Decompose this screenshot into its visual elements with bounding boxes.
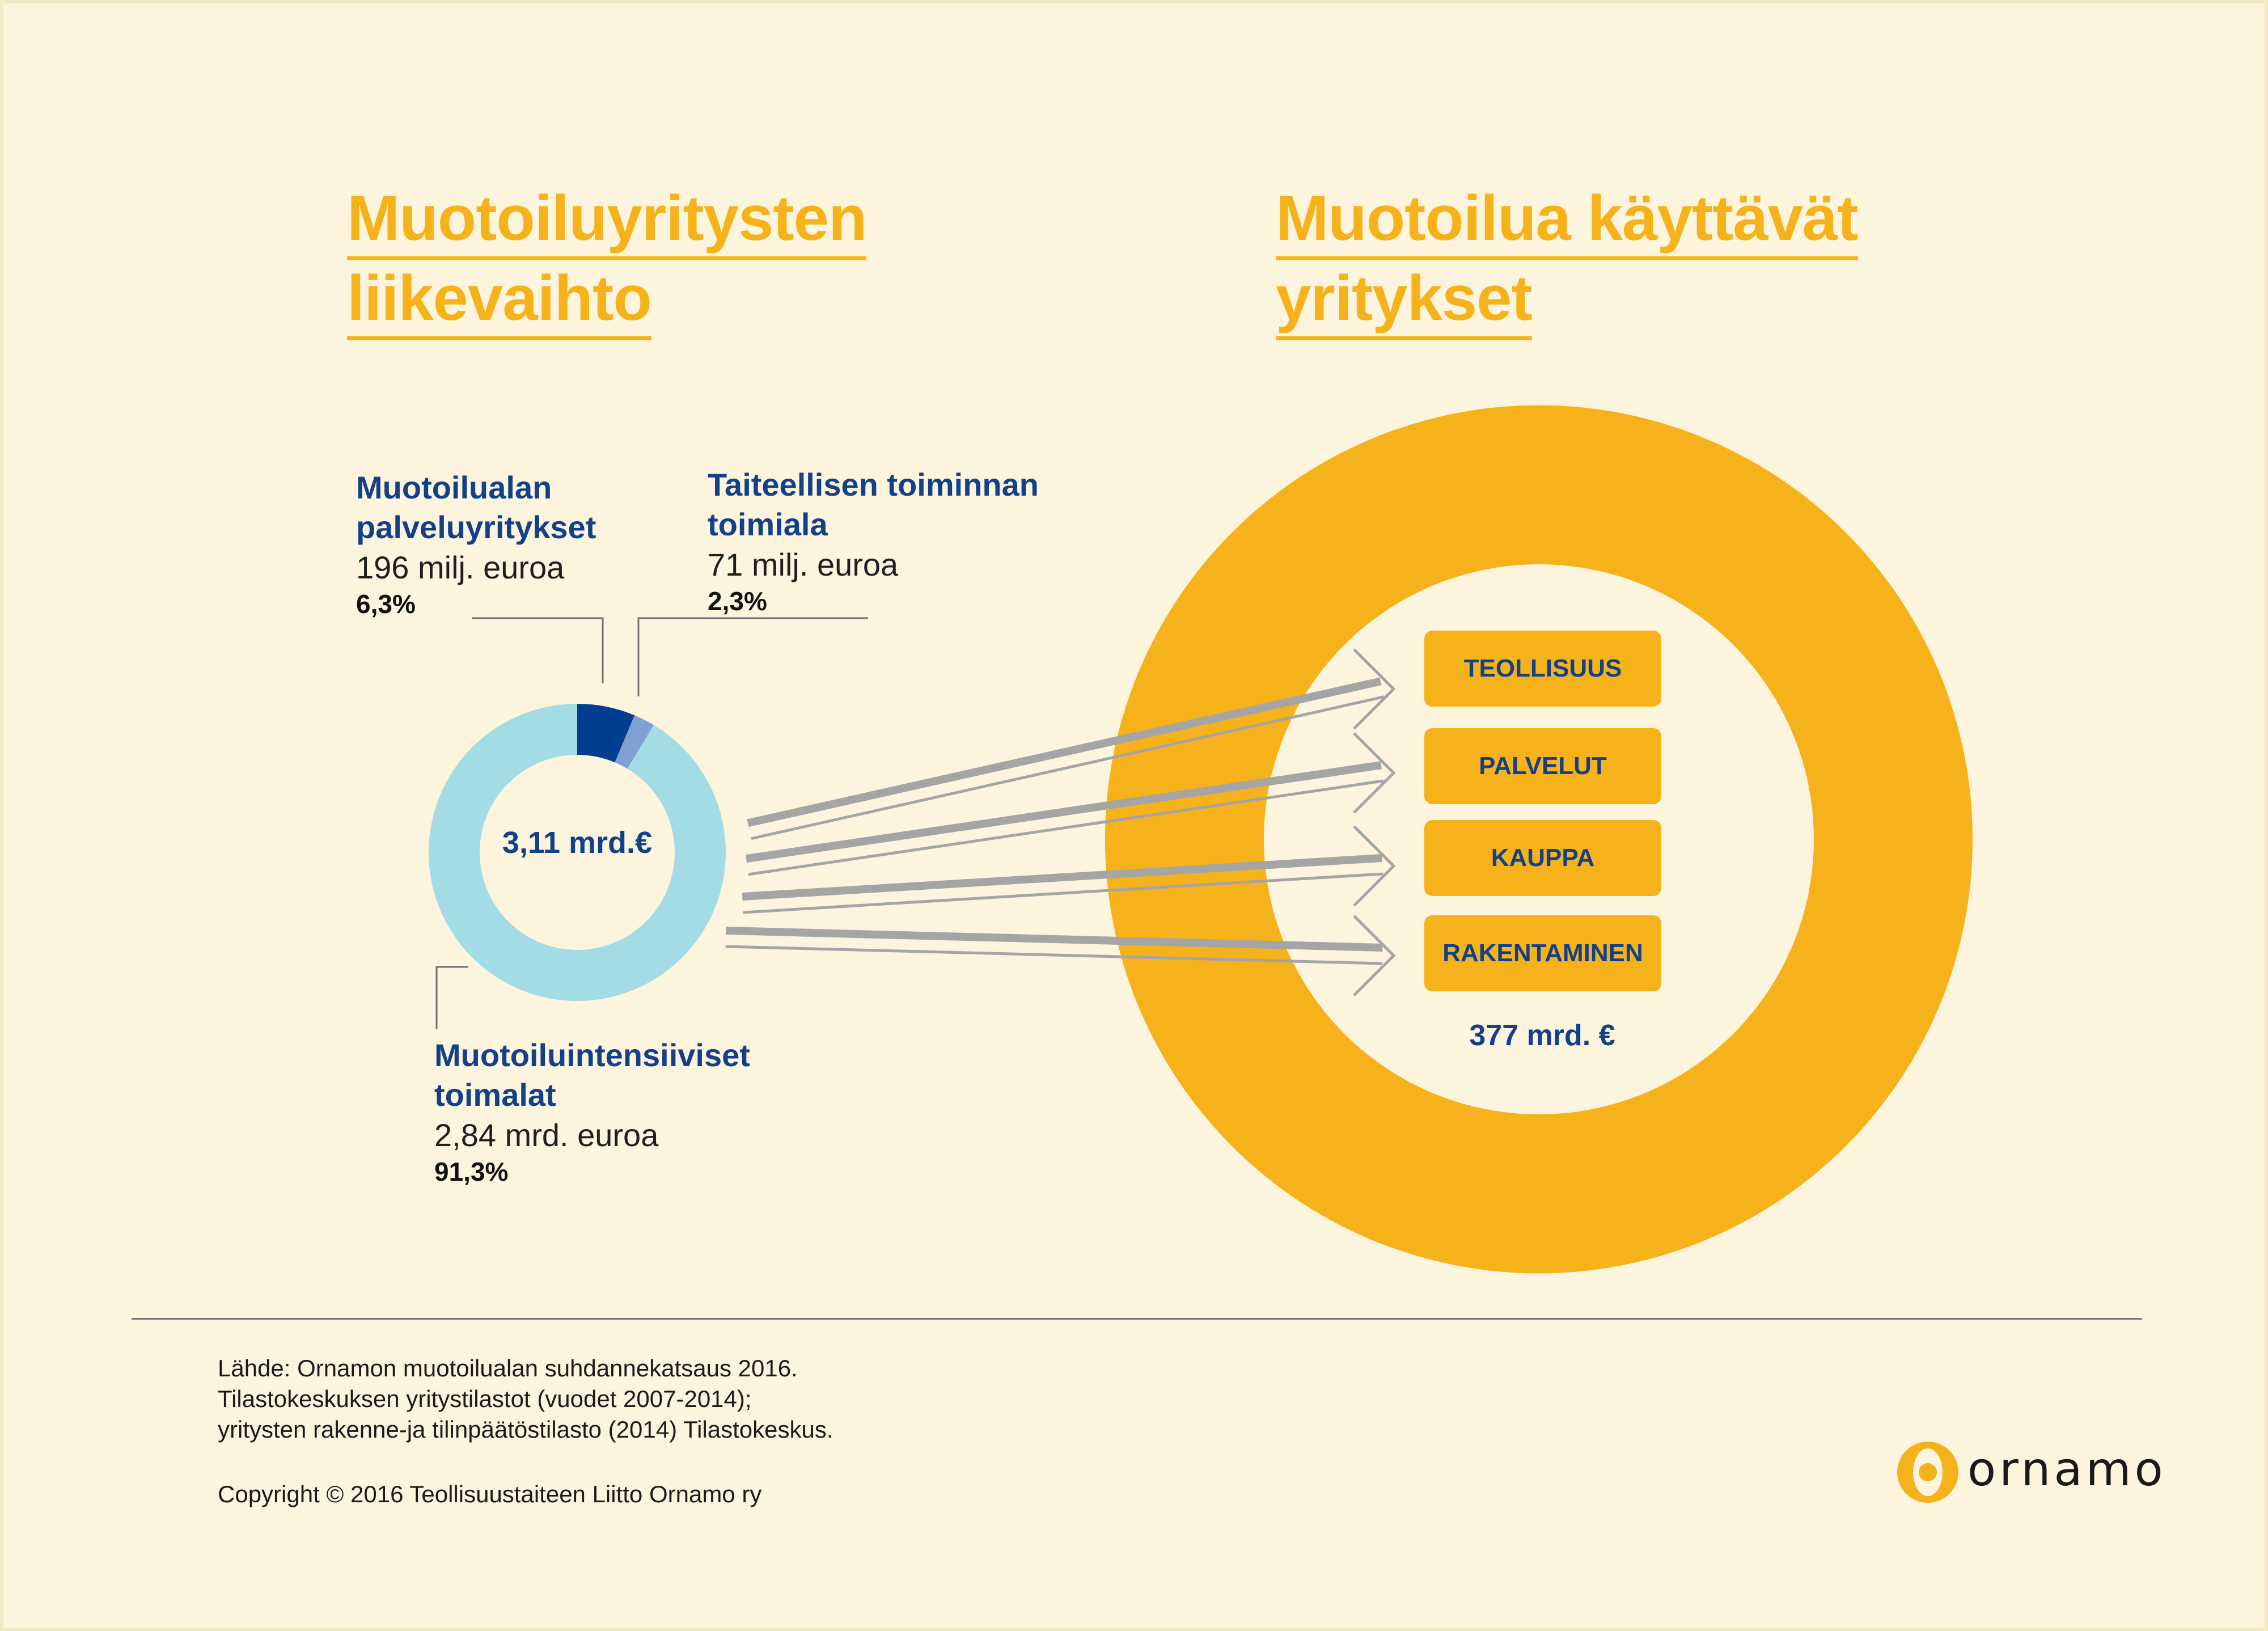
label-taiteellisen-percent: 2,3% <box>708 586 767 616</box>
source-note <box>218 1353 833 1445</box>
source-line-1: Lähde: Ornamon muotoilualan suhdannekatsaus 2016. <box>218 1355 798 1381</box>
source-line-2: Tilastokeskuksen yritystilastot (vuodet 2007-2014); <box>218 1385 752 1412</box>
flow-arrows <box>726 649 1394 995</box>
sector-box-rakentaminen: RAKENTAMINEN <box>1424 915 1661 991</box>
source-line-3: yritysten rakenne-ja tilinpäätöstilasto (2014) Tilastokeskus. <box>218 1416 833 1443</box>
sector-box-teollisuus: TEOLLISUUS <box>1424 631 1661 707</box>
label-intensiiviset-amount: 2,84 mrd. euroa <box>434 1117 659 1153</box>
copyright-text: Copyright © 2016 Teollisuustaiteen Liitto Ornamo ry <box>218 1481 762 1507</box>
small-donut-total: 3,11 mrd.€ <box>502 826 653 860</box>
leader-line-taiteellisen <box>638 618 868 696</box>
title-right-line-1: Muotoilua käyttävät <box>1276 180 1858 260</box>
sector-box-palvelut: PALVELUT <box>1424 728 1661 804</box>
title-left-line-1: Muotoiluyritysten <box>347 180 866 260</box>
label-taiteellisen <box>708 465 1039 617</box>
title-right-line-2: yritykset <box>1276 260 1532 340</box>
leader-line-palveluyritykset <box>472 618 603 683</box>
flow-arrow-3 <box>742 826 1394 912</box>
footer-divider <box>132 1318 2142 1320</box>
label-palveluyritykset-name: Muotoilualan palveluyritykset <box>356 470 596 545</box>
leader-line-intensiiviset <box>437 967 468 1029</box>
label-intensiiviset-name: Muotoiluintensiiviset toimalat <box>434 1037 750 1113</box>
ornamo-logo <box>1896 1440 2167 1503</box>
big-donut-total: 377 mrd. € <box>1469 1019 1615 1052</box>
label-intensiiviset <box>434 1036 750 1188</box>
label-palveluyritykset-amount: 196 milj. euroa <box>356 550 565 585</box>
label-palveluyritykset-percent: 6,3% <box>356 589 416 619</box>
sector-box-kauppa: KAUPPA <box>1424 820 1661 896</box>
label-intensiiviset-percent: 91,3% <box>434 1157 509 1186</box>
label-palveluyritykset <box>356 468 596 620</box>
ornamo-logo-text: ornamo <box>1967 1443 2167 1497</box>
label-taiteellisen-amount: 71 milj. euroa <box>708 547 899 582</box>
label-taiteellisen-name: Taiteellisen toiminnan toimiala <box>708 467 1039 542</box>
title-left-line-2: liikevaihto <box>347 260 651 340</box>
ornamo-logo-icon <box>1896 1440 1964 1503</box>
